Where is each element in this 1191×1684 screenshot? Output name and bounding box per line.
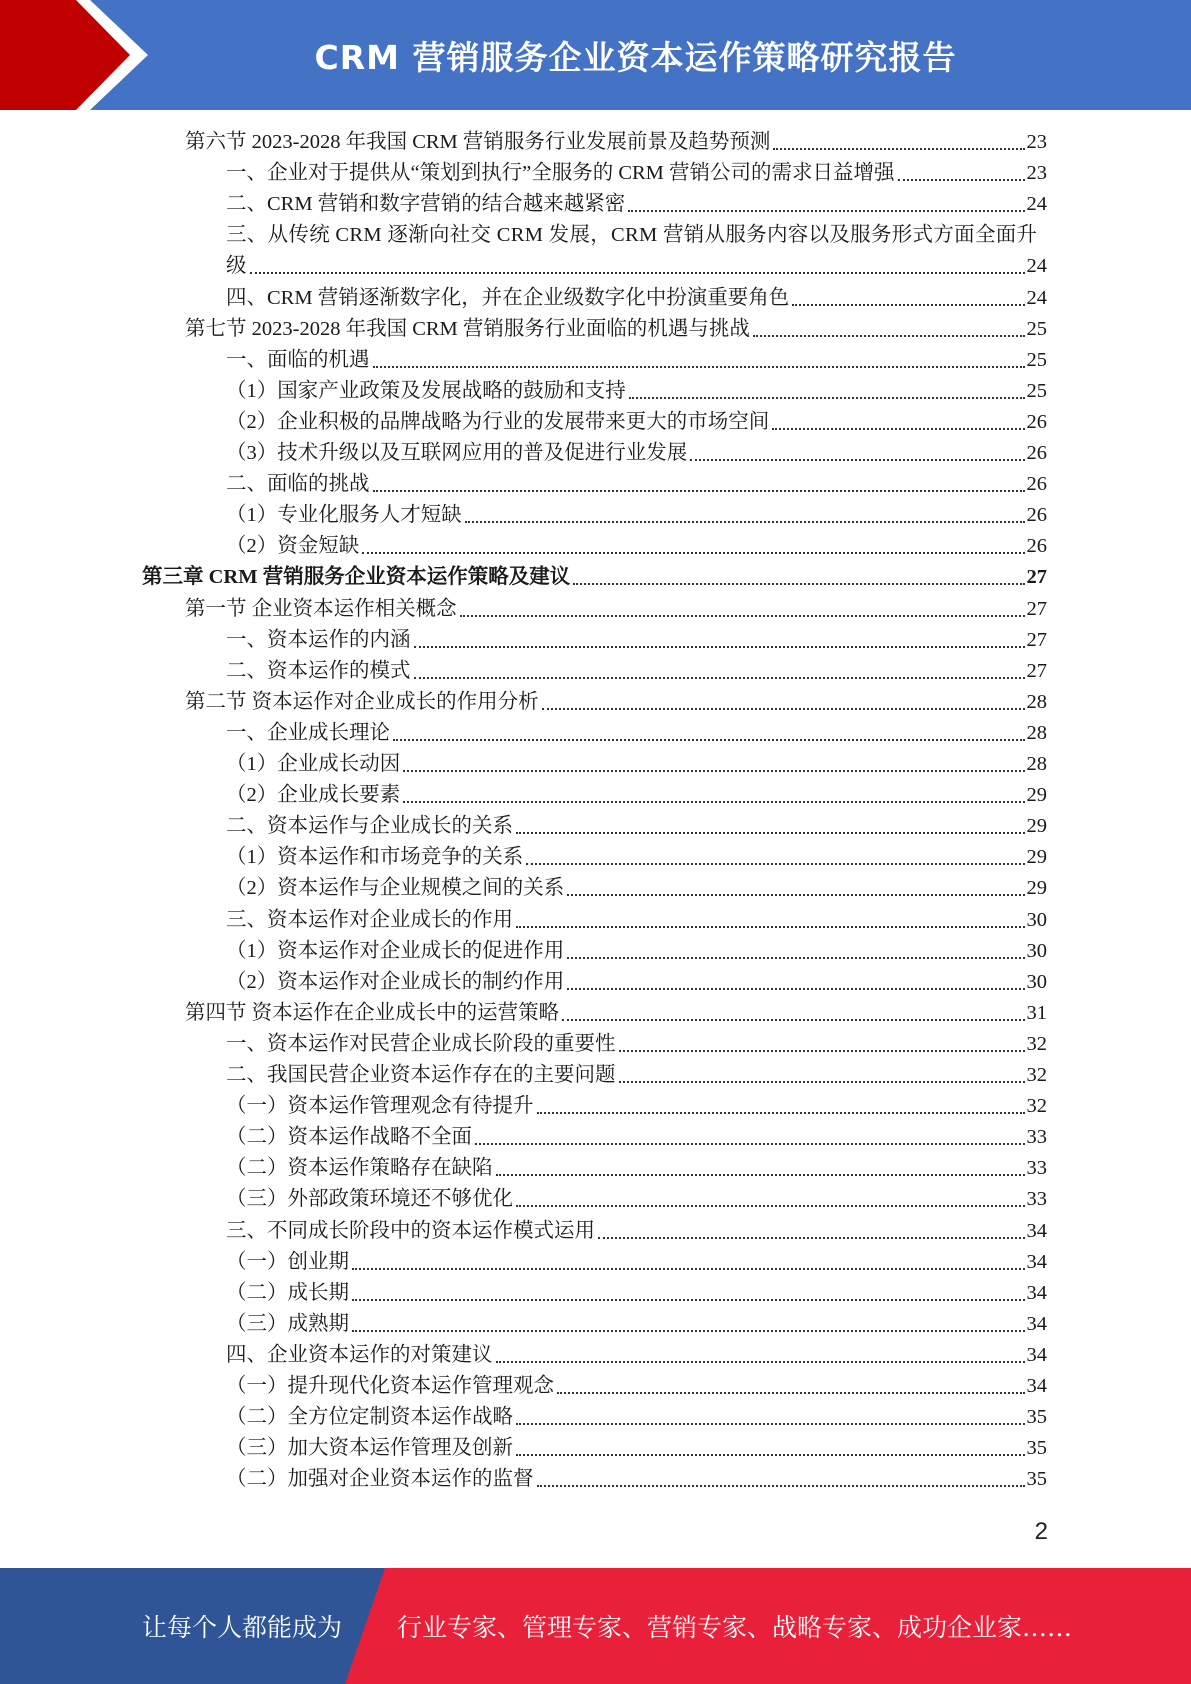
toc-dot-leader — [496, 1361, 1025, 1363]
toc-dot-leader — [898, 179, 1025, 181]
toc-page-number: 30 — [1026, 970, 1047, 993]
toc-entry-title: 级 — [226, 255, 247, 278]
toc-dot-leader — [628, 210, 1024, 212]
toc-entry[interactable] — [226, 1091, 1047, 1122]
report-title: CRM 营销服务企业资本运作策略研究报告 — [314, 37, 957, 77]
toc-entry-title: （2）资本运作对企业成长的制约作用 — [226, 970, 565, 993]
toc-dot-leader — [619, 1050, 1025, 1052]
toc-page-number: 23 — [1026, 131, 1047, 153]
toc-page-number: 24 — [1026, 193, 1047, 216]
toc-entry[interactable] — [226, 1309, 1047, 1340]
toc-dot-leader — [753, 335, 1025, 337]
toc-page-number: 24 — [1026, 255, 1047, 278]
toc-dot-leader — [537, 1485, 1025, 1487]
toc-entry[interactable] — [226, 811, 1047, 842]
toc-entry-title: （2）企业积极的品牌战略为行业的发展带来更大的市场空间 — [226, 410, 770, 433]
toc-entry[interactable] — [226, 656, 1047, 687]
toc-entry-title: （2）资金短缺 — [226, 535, 360, 558]
toc-page-number: 26 — [1026, 410, 1047, 433]
toc-entry[interactable] — [226, 625, 1047, 656]
toc-entry-title: （1）资本运作对企业成长的促进作用 — [226, 939, 565, 962]
toc-entry-title: （一）提升现代化资本运作管理观念 — [226, 1375, 554, 1397]
toc-entry-title: 第六节 2023-2028 年我国 CRM 营销服务行业发展前景及趋势预测 — [185, 131, 771, 153]
toc-dot-leader — [542, 708, 1025, 710]
toc-entry-title: （二）资本运作策略存在缺陷 — [226, 1157, 493, 1180]
toc-dot-leader — [403, 801, 1024, 803]
toc-dot-leader — [516, 1454, 1025, 1456]
toc-entry[interactable] — [226, 531, 1047, 562]
toc-page-number: 25 — [1026, 317, 1047, 340]
toc-page-number: 28 — [1026, 690, 1047, 713]
toc-dot-leader — [352, 1268, 1025, 1270]
toc-page-number: 34 — [1026, 1250, 1047, 1273]
toc-entry-title: （一）创业期 — [226, 1250, 349, 1273]
toc-entry[interactable] — [226, 1122, 1047, 1153]
toc-entry-title: 第二节 资本运作对企业成长的作用分析 — [185, 690, 539, 713]
toc-page-number: 32 — [1026, 1064, 1047, 1086]
toc-entry-title: （1）国家产业政策及发展战略的鼓励和支持 — [226, 379, 626, 402]
toc-page-number: 25 — [1026, 348, 1047, 371]
toc-page-number: 34 — [1026, 1343, 1047, 1366]
toc-dot-leader — [352, 1299, 1025, 1301]
toc-entry-title: （三）外部政策环境还不够优化 — [226, 1188, 513, 1211]
toc-entry[interactable] — [185, 998, 1047, 1029]
toc-entry-title: 三、资本运作对企业成长的作用 — [226, 908, 513, 931]
toc-page-number: 25 — [1026, 379, 1047, 402]
toc-page-number: 24 — [1026, 286, 1047, 309]
toc-entry-title: 第一节 企业资本运作相关概念 — [185, 597, 457, 620]
toc-dot-leader — [573, 583, 1024, 585]
toc-entry-title: 三、不同成长阶段中的资本运作模式运用 — [226, 1219, 595, 1242]
toc-entry[interactable] — [226, 905, 1047, 936]
toc-page-number: 33 — [1026, 1157, 1047, 1180]
toc-entry[interactable] — [226, 780, 1047, 811]
toc-page-number: 32 — [1026, 1032, 1047, 1055]
toc-entry-title: （2）资本运作与企业规模之间的关系 — [226, 877, 565, 900]
toc-dot-leader — [373, 490, 1025, 492]
toc-entry[interactable] — [226, 407, 1047, 438]
toc-page-number: 23 — [1026, 162, 1047, 185]
toc-entry-title: 二、面临的挑战 — [226, 473, 370, 496]
toc-page-number: 27 — [1026, 628, 1047, 651]
toc-entry[interactable] — [185, 314, 1047, 345]
toc-page-number: 34 — [1026, 1375, 1047, 1397]
toc-page-number: 26 — [1026, 473, 1047, 496]
toc-page-number: 28 — [1026, 753, 1047, 775]
toc-dot-leader — [352, 1330, 1025, 1332]
toc-dot-leader — [567, 957, 1024, 959]
toc-page-number: 29 — [1026, 815, 1047, 838]
toc-page-number: 28 — [1026, 721, 1047, 744]
toc-dot-leader — [557, 1392, 1025, 1394]
toc-dot-leader — [460, 615, 1025, 617]
toc-entry[interactable] — [226, 469, 1047, 500]
toc-entry[interactable] — [226, 500, 1047, 531]
toc-page-number: 27 — [1026, 566, 1047, 589]
toc-page-number: 33 — [1026, 1188, 1047, 1211]
toc-entry-title: （二）全方位定制资本运作战略 — [226, 1406, 513, 1429]
toc-entry-title: 二、CRM 营销和数字营销的结合越来越紧密 — [226, 193, 626, 216]
toc-page-number: 29 — [1026, 846, 1047, 869]
toc-entry[interactable] — [226, 1278, 1047, 1309]
toc-dot-leader — [619, 1081, 1025, 1083]
toc-entry[interactable] — [226, 1371, 1047, 1402]
toc-dot-leader — [629, 397, 1025, 399]
footer-slogan-right: 行业专家、管理专家、营销专家、战略专家、成功企业家…… — [397, 1613, 1073, 1642]
toc-entry-title: （1）专业化服务人才短缺 — [226, 504, 462, 527]
toc-page-number: 32 — [1026, 1095, 1047, 1118]
toc-entry-title: （一）资本运作管理观念有待提升 — [226, 1095, 534, 1118]
toc-entry[interactable] — [185, 594, 1047, 625]
toc-entry-title: （三）加大资本运作管理及创新 — [226, 1437, 513, 1460]
toc-entry-title: 三、从传统 CRM 逐渐向社交 CRM 发展，CRM 营销从服务内容以及服务形式方面全面升 — [226, 224, 1038, 247]
toc-dot-leader — [526, 863, 1024, 865]
toc-entry-title: 四、企业资本运作的对策建议 — [226, 1343, 493, 1366]
toc-page-number: 35 — [1026, 1468, 1047, 1491]
toc-page-number: 30 — [1026, 939, 1047, 962]
page-header — [0, 0, 1191, 110]
toc-page-number: 27 — [1026, 659, 1047, 682]
toc-entry[interactable] — [226, 1216, 1047, 1247]
toc-dot-leader — [772, 428, 1024, 430]
toc-entry-title: （1）资本运作和市场竞争的关系 — [226, 846, 524, 869]
toc-dot-leader — [496, 1174, 1025, 1176]
toc-entry[interactable] — [226, 376, 1047, 407]
toc-entry[interactable] — [226, 1402, 1047, 1433]
toc-page-number: 26 — [1026, 535, 1047, 558]
toc-dot-leader — [516, 1205, 1025, 1207]
toc-entry-title: （二）成长期 — [226, 1281, 349, 1304]
toc-entry[interactable] — [226, 1029, 1047, 1060]
header-arrow-decoration — [0, 0, 150, 110]
toc-dot-leader — [250, 272, 1025, 274]
toc-dot-leader — [567, 894, 1024, 896]
toc-entry-title: 一、企业成长理论 — [226, 721, 390, 744]
toc-entry[interactable] — [226, 1464, 1047, 1495]
toc-entry-title: （2）企业成长要素 — [226, 784, 401, 807]
toc-entry[interactable] — [226, 936, 1047, 967]
toc-page-number: 35 — [1026, 1437, 1047, 1460]
toc-dot-leader — [537, 1112, 1025, 1114]
toc-entry[interactable] — [226, 749, 1047, 780]
toc-page-number: 30 — [1026, 908, 1047, 931]
toc-dot-leader — [516, 832, 1025, 834]
toc-entry[interactable] — [226, 1340, 1047, 1371]
page-number: 2 — [1034, 1518, 1048, 1545]
toc-entry-title: 一、面临的机遇 — [226, 348, 370, 371]
toc-entry-title: 二、资本运作的模式 — [226, 659, 411, 682]
toc-entry-title: 二、我国民营企业资本运作存在的主要问题 — [226, 1064, 616, 1086]
toc-dot-leader — [362, 552, 1024, 554]
toc-entry-title: 一、企业对于提供从“策划到执行”全服务的 CRM 营销公司的需求日益增强 — [226, 162, 895, 185]
toc-entry-title: 第四节 资本运作在企业成长中的运营策略 — [185, 1001, 560, 1024]
toc-entry[interactable] — [226, 1247, 1047, 1278]
toc-entry-title: （二）加强对企业资本运作的监督 — [226, 1468, 534, 1491]
toc-dot-leader — [598, 1237, 1025, 1239]
toc-entry-title: 第三章 CRM 营销服务企业资本运作策略及建议 — [142, 566, 571, 589]
toc-entry[interactable] — [226, 158, 1047, 189]
toc-page-number: 26 — [1026, 442, 1047, 464]
toc-entry[interactable] — [226, 967, 1047, 998]
toc-entry[interactable] — [185, 127, 1047, 158]
toc-dot-leader — [516, 926, 1025, 928]
toc-page-number: 29 — [1026, 877, 1047, 900]
toc-entry[interactable] — [226, 718, 1047, 749]
toc-dot-leader — [475, 1143, 1025, 1145]
toc-entry[interactable] — [226, 438, 1047, 469]
toc-entry-title: （二）资本运作战略不全面 — [226, 1126, 472, 1149]
toc-page-number: 35 — [1026, 1406, 1047, 1429]
toc-entry[interactable] — [226, 1184, 1047, 1215]
toc-dot-leader — [465, 521, 1025, 523]
toc-entry-title: （三）成熟期 — [226, 1312, 349, 1335]
toc-entry[interactable] — [226, 283, 1047, 314]
toc-entry-title: （3）技术升级以及互联网应用的普及促进行业发展 — [226, 442, 688, 464]
toc-entry[interactable] — [226, 251, 1047, 282]
toc-page-number: 27 — [1026, 597, 1047, 620]
toc-entry[interactable] — [226, 189, 1047, 220]
toc-entry[interactable] — [185, 687, 1047, 718]
toc-page-number: 34 — [1026, 1312, 1047, 1335]
toc-dot-leader — [562, 1019, 1024, 1021]
toc-entry[interactable] — [226, 220, 1047, 251]
footer-slogan-left: 让每个人都能成为 — [142, 1613, 343, 1642]
toc-dot-leader — [773, 148, 1024, 150]
toc-page-number: 29 — [1026, 784, 1047, 807]
toc-entry[interactable] — [226, 1433, 1047, 1464]
toc-entry[interactable] — [226, 1153, 1047, 1184]
page-footer — [0, 1568, 1191, 1684]
toc-entry-title: 一、资本运作对民营企业成长阶段的重要性 — [226, 1032, 616, 1055]
toc-dot-leader — [373, 366, 1025, 368]
toc-page-number: 34 — [1026, 1219, 1047, 1242]
toc-dot-leader — [414, 646, 1025, 648]
toc-dot-leader — [393, 739, 1025, 741]
toc-page-number: 31 — [1026, 1001, 1047, 1024]
toc-entry-title: 二、资本运作与企业成长的关系 — [226, 815, 513, 838]
toc-page-number: 33 — [1026, 1126, 1047, 1149]
toc-dot-leader — [792, 304, 1024, 306]
toc-dot-leader — [690, 459, 1024, 461]
toc-entry[interactable] — [226, 1060, 1047, 1091]
toc-chapter-entry[interactable] — [142, 562, 1047, 593]
toc-entry[interactable] — [226, 842, 1047, 873]
toc-entry-title: （1）企业成长动因 — [226, 753, 401, 775]
toc-entry-title: 第七节 2023-2028 年我国 CRM 营销服务行业面临的机遇与挑战 — [185, 317, 750, 340]
toc-entry-title: 四、CRM 营销逐渐数字化，并在企业级数字化中扮演重要角色 — [226, 286, 790, 309]
toc-entry[interactable] — [226, 345, 1047, 376]
toc-dot-leader — [414, 677, 1025, 679]
toc-page-number: 34 — [1026, 1281, 1047, 1304]
toc-entry-title: 一、资本运作的内涵 — [226, 628, 411, 651]
toc-dot-leader — [567, 988, 1024, 990]
toc-entry[interactable] — [226, 873, 1047, 904]
toc-dot-leader — [403, 770, 1024, 772]
toc-dot-leader — [516, 1423, 1025, 1425]
toc-page-number: 26 — [1026, 504, 1047, 527]
